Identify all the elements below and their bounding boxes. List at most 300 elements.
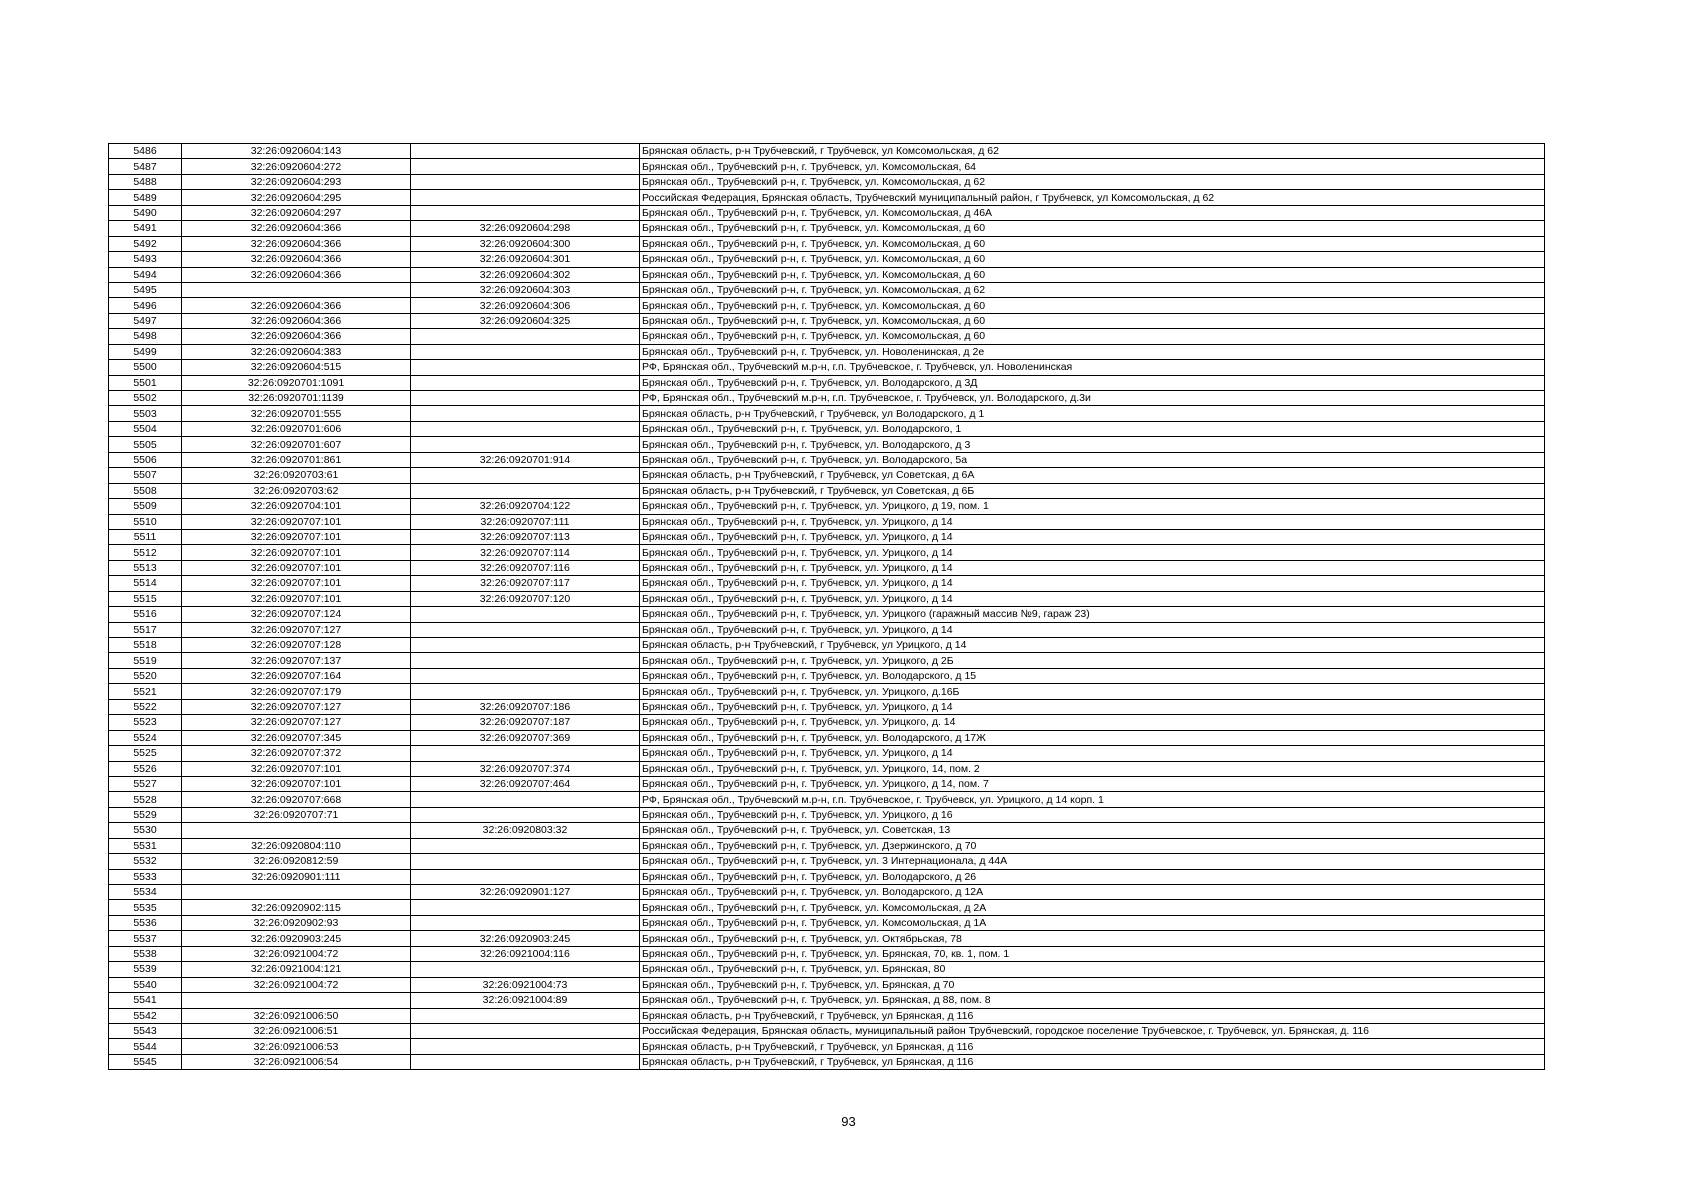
row-number-cell: 5532 [109, 854, 182, 869]
object-number-cell: 32:26:0920704:122 [411, 499, 640, 514]
object-number-cell: 32:26:0920707:111 [411, 514, 640, 529]
row-number-cell: 5525 [109, 746, 182, 761]
object-number-cell [411, 483, 640, 498]
parcel-number-cell: 32:26:0920701:606 [182, 421, 411, 436]
table-row [109, 993, 1545, 1008]
parcel-number-cell [182, 993, 411, 1008]
table-row [109, 437, 1545, 452]
table-row [109, 313, 1545, 328]
row-number-cell: 5545 [109, 1054, 182, 1069]
address-cell: Брянская обл., Трубчевский р-н, г. Трубчевск, ул. Комсомольская, д 60 [640, 313, 1545, 328]
table-row [109, 174, 1545, 189]
object-number-cell: 32:26:0921004:89 [411, 993, 640, 1008]
object-number-cell: 32:26:0920707:186 [411, 699, 640, 714]
address-cell: Брянская обл., Трубчевский р-н, г. Трубчевск, ул. Дзержинского, д 70 [640, 838, 1545, 853]
parcel-number-cell: 32:26:0920707:101 [182, 560, 411, 575]
row-number-cell: 5541 [109, 993, 182, 1008]
address-cell: Брянская обл., Трубчевский р-н, г. Трубчевск, ул. Урицкого, д.16Б [640, 684, 1545, 699]
row-number-cell: 5497 [109, 313, 182, 328]
address-cell: Брянская обл., Трубчевский р-н, г. Трубчевск, ул. Урицкого, д 16 [640, 807, 1545, 822]
parcel-number-cell [182, 885, 411, 900]
address-cell: Брянская обл., Трубчевский р-н, г. Трубчевск, ул. Урицкого, д 14 [640, 591, 1545, 606]
parcel-number-cell: 32:26:0920707:127 [182, 699, 411, 714]
address-cell: Брянская обл., Трубчевский р-н, г. Трубчевск, ул. Володарского, д 17Ж [640, 730, 1545, 745]
parcel-number-cell: 32:26:0920707:101 [182, 776, 411, 791]
object-number-cell [411, 1054, 640, 1069]
address-cell: Российская Федерация, Брянская область, Трубчевский муниципальный район, г Трубчевск, ул Комсомольская, д 62 [640, 190, 1545, 205]
row-number-cell: 5521 [109, 684, 182, 699]
address-cell: Брянская обл., Трубчевский р-н, г. Трубчевск, ул. Комсомольская, д 60 [640, 267, 1545, 282]
address-cell: РФ, Брянская обл., Трубчевский м.р-н, г.п. Трубчевское, г. Трубчевск, ул. Володарского, д.3и [640, 391, 1545, 406]
object-number-cell: 32:26:0920604:302 [411, 267, 640, 282]
parcel-number-cell: 32:26:0920902:115 [182, 900, 411, 915]
address-cell: Брянская обл., Трубчевский р-н, г. Трубчевск, ул. Комсомольская, д 46А [640, 205, 1545, 220]
row-number-cell: 5540 [109, 977, 182, 992]
row-number-cell: 5514 [109, 576, 182, 591]
object-number-cell [411, 746, 640, 761]
address-cell: Брянская обл., Трубчевский р-н, г. Трубчевск, ул. Комсомольская, д 2А [640, 900, 1545, 915]
row-number-cell: 5504 [109, 421, 182, 436]
parcel-number-cell: 32:26:0920604:515 [182, 360, 411, 375]
parcel-number-cell: 32:26:0920903:245 [182, 931, 411, 946]
object-number-cell [411, 807, 640, 822]
row-number-cell: 5539 [109, 962, 182, 977]
row-number-cell: 5498 [109, 329, 182, 344]
address-cell: Брянская область, р-н Трубчевский, г Трубчевск, ул Брянская, д 116 [640, 1054, 1545, 1069]
parcel-number-cell: 32:26:0921006:51 [182, 1023, 411, 1038]
row-number-cell: 5526 [109, 761, 182, 776]
table-row [109, 869, 1545, 884]
row-number-cell: 5544 [109, 1039, 182, 1054]
parcel-number-cell: 32:26:0921004:72 [182, 977, 411, 992]
table-row [109, 1023, 1545, 1038]
table-row [109, 1008, 1545, 1023]
address-cell: Брянская обл., Трубчевский р-н, г. Трубчевск, ул. Урицкого, д 14 [640, 622, 1545, 637]
address-cell: Брянская обл., Трубчевский р-н, г. Трубчевск, ул. Володарского, д 3Д [640, 375, 1545, 390]
row-number-cell: 5494 [109, 267, 182, 282]
object-number-cell: 32:26:0920604:298 [411, 221, 640, 236]
table-row [109, 607, 1545, 622]
row-number-cell: 5523 [109, 715, 182, 730]
parcel-number-cell: 32:26:0920707:137 [182, 653, 411, 668]
parcel-number-cell: 32:26:0920604:297 [182, 205, 411, 220]
table-row [109, 854, 1545, 869]
object-number-cell: 32:26:0921004:116 [411, 946, 640, 961]
parcel-number-cell: 32:26:0920604:366 [182, 267, 411, 282]
address-cell: Брянская обл., Трубчевский р-н, г. Трубчевск, ул. Урицкого, д. 14 [640, 715, 1545, 730]
table-row [109, 144, 1545, 159]
object-number-cell: 32:26:0920604:325 [411, 313, 640, 328]
object-number-cell [411, 360, 640, 375]
row-number-cell: 5503 [109, 406, 182, 421]
parcel-number-cell: 32:26:0920604:383 [182, 344, 411, 359]
table-row [109, 221, 1545, 236]
table-row [109, 838, 1545, 853]
table-row [109, 282, 1545, 297]
page-number: 93 [841, 1114, 856, 1129]
object-number-cell: 32:26:0920707:369 [411, 730, 640, 745]
row-number-cell: 5531 [109, 838, 182, 853]
address-cell: Брянская обл., Трубчевский р-н, г. Трубчевск, ул. Комсомольская, д 60 [640, 221, 1545, 236]
address-cell: Брянская область, р-н Трубчевский, г Трубчевск, ул Советская, д 6Б [640, 483, 1545, 498]
object-number-cell [411, 190, 640, 205]
parcel-number-cell: 32:26:0920604:143 [182, 144, 411, 159]
table-row [109, 915, 1545, 930]
address-cell: Брянская обл., Трубчевский р-н, г. Трубчевск, ул. Комсомольская, д 60 [640, 252, 1545, 267]
address-cell: Брянская обл., Трубчевский р-н, г. Трубчевск, ул. Володарского, 5а [640, 452, 1545, 467]
row-number-cell: 5538 [109, 946, 182, 961]
address-cell: Брянская обл., Трубчевский р-н, г. Трубчевск, ул. Урицкого, д 14 [640, 746, 1545, 761]
table-row [109, 267, 1545, 282]
row-number-cell: 5490 [109, 205, 182, 220]
row-number-cell: 5506 [109, 452, 182, 467]
object-number-cell [411, 1008, 640, 1023]
address-cell: Брянская обл., Трубчевский р-н, г. Трубчевск, ул. Брянская, 80 [640, 962, 1545, 977]
address-cell: Брянская обл., Трубчевский р-н, г. Трубчевск, ул. Новоленинская, д 2е [640, 344, 1545, 359]
address-cell: Брянская обл., Трубчевский р-н, г. Трубчевск, ул. Брянская, д 88, пом. 8 [640, 993, 1545, 1008]
table-row [109, 391, 1545, 406]
row-number-cell: 5510 [109, 514, 182, 529]
parcel-number-cell: 32:26:0920707:345 [182, 730, 411, 745]
parcel-number-cell: 32:26:0920707:101 [182, 545, 411, 560]
row-number-cell: 5536 [109, 915, 182, 930]
table-row [109, 514, 1545, 529]
address-cell: Брянская область, р-н Трубчевский, г Трубчевск, ул Урицкого, д 14 [640, 638, 1545, 653]
address-cell: Брянская обл., Трубчевский р-н, г. Трубчевск, ул. Володарского, 1 [640, 421, 1545, 436]
table-row [109, 159, 1545, 174]
table-row [109, 931, 1545, 946]
object-number-cell [411, 838, 640, 853]
address-cell: Брянская обл., Трубчевский р-н, г. Трубчевск, ул. Урицкого, д 14 [640, 560, 1545, 575]
address-cell: Брянская обл., Трубчевский р-н, г. Трубчевск, ул. Урицкого, 14, пом. 2 [640, 761, 1545, 776]
table-row [109, 329, 1545, 344]
parcel-number-cell: 32:26:0920707:101 [182, 529, 411, 544]
object-number-cell [411, 468, 640, 483]
object-number-cell [411, 962, 640, 977]
parcel-number-cell: 32:26:0920707:124 [182, 607, 411, 622]
parcel-number-cell: 32:26:0921004:72 [182, 946, 411, 961]
table-row [109, 452, 1545, 467]
row-number-cell: 5488 [109, 174, 182, 189]
address-cell: Брянская область, р-н Трубчевский, г Трубчевск, ул Советская, д 6А [640, 468, 1545, 483]
table-row [109, 236, 1545, 251]
table-row [109, 298, 1545, 313]
address-cell: Брянская обл., Трубчевский р-н, г. Трубчевск, ул. Комсомольская, д 60 [640, 298, 1545, 313]
address-cell: Брянская обл., Трубчевский р-н, г. Трубчевск, ул. Урицкого, д 19, пом. 1 [640, 499, 1545, 514]
row-number-cell: 5516 [109, 607, 182, 622]
table-row [109, 499, 1545, 514]
row-number-cell: 5517 [109, 622, 182, 637]
object-number-cell [411, 375, 640, 390]
object-number-cell: 32:26:0920604:301 [411, 252, 640, 267]
table-row [109, 1054, 1545, 1069]
object-number-cell [411, 653, 640, 668]
parcel-number-cell: 32:26:0921006:50 [182, 1008, 411, 1023]
table-row [109, 205, 1545, 220]
table-row [109, 715, 1545, 730]
parcel-number-cell: 32:26:0920704:101 [182, 499, 411, 514]
object-number-cell [411, 406, 640, 421]
object-number-cell: 32:26:0920604:300 [411, 236, 640, 251]
row-number-cell: 5511 [109, 529, 182, 544]
object-number-cell [411, 638, 640, 653]
address-cell: Брянская область, р-н Трубчевский, г Трубчевск, ул Брянская, д 116 [640, 1039, 1545, 1054]
table-row [109, 252, 1545, 267]
object-number-cell [411, 668, 640, 683]
address-cell: Брянская обл., Трубчевский р-н, г. Трубчевск, ул. Урицкого, д 14 [640, 545, 1545, 560]
table-row [109, 653, 1545, 668]
table-row [109, 360, 1545, 375]
object-number-cell: 32:26:0920901:127 [411, 885, 640, 900]
address-cell: Брянская обл., Трубчевский р-н, г. Трубчевск, ул. Володарского, д 15 [640, 668, 1545, 683]
object-number-cell: 32:26:0921004:73 [411, 977, 640, 992]
object-number-cell [411, 421, 640, 436]
table-row [109, 190, 1545, 205]
address-cell: Брянская обл., Трубчевский р-н, г. Трубчевск, ул. Комсомольская, д 62 [640, 282, 1545, 297]
row-number-cell: 5522 [109, 699, 182, 714]
table-row [109, 946, 1545, 961]
row-number-cell: 5530 [109, 823, 182, 838]
object-number-cell [411, 1023, 640, 1038]
table-row [109, 638, 1545, 653]
row-number-cell: 5499 [109, 344, 182, 359]
parcel-number-cell: 32:26:0921006:54 [182, 1054, 411, 1069]
table-row [109, 977, 1545, 992]
row-number-cell: 5509 [109, 499, 182, 514]
object-number-cell [411, 329, 640, 344]
table-row [109, 560, 1545, 575]
address-cell: Брянская обл., Трубчевский р-н, г. Трубчевск, ул. Комсомольская, д 60 [640, 329, 1545, 344]
object-number-cell [411, 854, 640, 869]
row-number-cell: 5496 [109, 298, 182, 313]
object-number-cell [411, 869, 640, 884]
parcel-number-cell: 32:26:0920707:372 [182, 746, 411, 761]
address-cell: Брянская обл., Трубчевский р-н, г. Трубчевск, ул. Володарского, д 3 [640, 437, 1545, 452]
parcel-number-cell: 32:26:0920707:127 [182, 622, 411, 637]
parcel-number-cell: 32:26:0920604:272 [182, 159, 411, 174]
address-cell: РФ, Брянская обл., Трубчевский м.р-н, г.п. Трубчевское, г. Трубчевск, ул. Урицкого, д 14 корп. 1 [640, 792, 1545, 807]
object-number-cell [411, 1039, 640, 1054]
parcel-number-cell: 32:26:0920707:668 [182, 792, 411, 807]
address-cell: Брянская обл., Трубчевский р-н, г. Трубчевск, ул. Урицкого, д 14 [640, 576, 1545, 591]
object-number-cell [411, 792, 640, 807]
table-row [109, 468, 1545, 483]
object-number-cell [411, 205, 640, 220]
table-row [109, 1039, 1545, 1054]
parcel-number-cell: 32:26:0920604:366 [182, 236, 411, 251]
row-number-cell: 5542 [109, 1008, 182, 1023]
address-cell: Брянская область, р-н Трубчевский, г Трубчевск, ул Комсомольская, д 62 [640, 144, 1545, 159]
object-number-cell: 32:26:0920707:120 [411, 591, 640, 606]
row-number-cell: 5489 [109, 190, 182, 205]
parcel-number-cell [182, 823, 411, 838]
address-cell: Брянская обл., Трубчевский р-н, г. Трубчевск, ул. Урицкого, д 14 [640, 514, 1545, 529]
address-cell: Брянская обл., Трубчевский р-н, г. Трубчевск, ул. Урицкого, д 14 [640, 699, 1545, 714]
row-number-cell: 5524 [109, 730, 182, 745]
address-cell: Брянская обл., Трубчевский р-н, г. Трубчевск, ул. Комсомольская, 64 [640, 159, 1545, 174]
table-row [109, 375, 1545, 390]
table-row [109, 684, 1545, 699]
object-number-cell: 32:26:0920903:245 [411, 931, 640, 946]
object-number-cell [411, 344, 640, 359]
table-row [109, 529, 1545, 544]
address-cell: Брянская обл., Трубчевский р-н, г. Трубчевск, ул. Брянская, д 70 [640, 977, 1545, 992]
address-cell: Брянская обл., Трубчевский р-н, г. Трубчевск, ул. Брянская, 70, кв. 1, пом. 1 [640, 946, 1545, 961]
row-number-cell: 5500 [109, 360, 182, 375]
object-number-cell [411, 159, 640, 174]
parcel-number-cell: 32:26:0920707:101 [182, 591, 411, 606]
table-row [109, 545, 1545, 560]
object-number-cell [411, 144, 640, 159]
parcel-number-cell: 32:26:0920604:366 [182, 298, 411, 313]
address-cell: Брянская обл., Трубчевский р-н, г. Трубчевск, ул. Октябрьская, 78 [640, 931, 1545, 946]
address-cell: Брянская обл., Трубчевский р-н, г. Трубчевск, ул. Советская, 13 [640, 823, 1545, 838]
address-cell: Брянская обл., Трубчевский р-н, г. Трубчевск, ул. Урицкого (гаражный массив №9, гараж 23) [640, 607, 1545, 622]
parcel-number-cell: 32:26:0920701:1091 [182, 375, 411, 390]
table-row [109, 668, 1545, 683]
row-number-cell: 5534 [109, 885, 182, 900]
parcel-number-cell: 32:26:0920604:366 [182, 329, 411, 344]
parcel-number-cell: 32:26:0920604:293 [182, 174, 411, 189]
row-number-cell: 5529 [109, 807, 182, 822]
row-number-cell: 5527 [109, 776, 182, 791]
row-number-cell: 5502 [109, 391, 182, 406]
parcel-table [108, 143, 1545, 1070]
table-row [109, 591, 1545, 606]
row-number-cell: 5537 [109, 931, 182, 946]
table-row [109, 730, 1545, 745]
address-cell: Брянская обл., Трубчевский р-н, г. Трубчевск, ул. Урицкого, д 14, пом. 7 [640, 776, 1545, 791]
table-row [109, 792, 1545, 807]
row-number-cell: 5519 [109, 653, 182, 668]
object-number-cell: 32:26:0920604:303 [411, 282, 640, 297]
address-cell: Брянская обл., Трубчевский р-н, г. Трубчевск, ул. Володарского, д 26 [640, 869, 1545, 884]
row-number-cell: 5486 [109, 144, 182, 159]
row-number-cell: 5528 [109, 792, 182, 807]
parcel-number-cell: 32:26:0920604:366 [182, 221, 411, 236]
table-row [109, 483, 1545, 498]
table-row [109, 576, 1545, 591]
object-number-cell [411, 900, 640, 915]
object-number-cell [411, 915, 640, 930]
address-cell: Брянская область, р-н Трубчевский, г Трубчевск, ул Володарского, д 1 [640, 406, 1545, 421]
parcel-number-cell: 32:26:0920701:861 [182, 452, 411, 467]
row-number-cell: 5505 [109, 437, 182, 452]
table-row [109, 823, 1545, 838]
parcel-number-cell [182, 282, 411, 297]
object-number-cell: 32:26:0920701:914 [411, 452, 640, 467]
parcel-number-cell: 32:26:0920701:1139 [182, 391, 411, 406]
parcel-number-cell: 32:26:0920812:59 [182, 854, 411, 869]
parcel-number-cell: 32:26:0920604:366 [182, 313, 411, 328]
parcel-number-cell: 32:26:0920707:179 [182, 684, 411, 699]
object-number-cell [411, 437, 640, 452]
parcel-number-cell: 32:26:0921006:53 [182, 1039, 411, 1054]
address-cell: Брянская обл., Трубчевский р-н, г. Трубчевск, ул. Комсомольская, д 60 [640, 236, 1545, 251]
address-cell: Брянская обл., Трубчевский р-н, г. Трубчевск, ул. Комсомольская, д 62 [640, 174, 1545, 189]
address-cell: Брянская область, р-н Трубчевский, г Трубчевск, ул Брянская, д 116 [640, 1008, 1545, 1023]
parcel-number-cell: 32:26:0920707:71 [182, 807, 411, 822]
address-cell: Брянская обл., Трубчевский р-н, г. Трубчевск, ул. Комсомольская, д 1А [640, 915, 1545, 930]
address-cell: Брянская обл., Трубчевский р-н, г. Трубчевск, ул. Урицкого, д 14 [640, 529, 1545, 544]
parcel-number-cell: 32:26:0920701:607 [182, 437, 411, 452]
address-cell: Российская Федерация, Брянская область, муниципальный район Трубчевский, городское поселение Трубчевское, г. Трубчевск, ул. Брянская, д. 116 [640, 1023, 1545, 1038]
parcel-number-cell: 32:26:0920707:101 [182, 514, 411, 529]
table-row [109, 406, 1545, 421]
table-row [109, 421, 1545, 436]
parcel-number-cell: 32:26:0920707:128 [182, 638, 411, 653]
row-number-cell: 5491 [109, 221, 182, 236]
object-number-cell [411, 174, 640, 189]
parcel-number-cell: 32:26:0920707:101 [182, 761, 411, 776]
object-number-cell [411, 607, 640, 622]
address-cell: РФ, Брянская обл., Трубчевский м.р-н, г.п. Трубчевское, г. Трубчевск, ул. Новоленинская [640, 360, 1545, 375]
table-row [109, 761, 1545, 776]
row-number-cell: 5512 [109, 545, 182, 560]
parcel-number-cell: 32:26:0920902:93 [182, 915, 411, 930]
parcel-number-cell: 32:26:0920703:62 [182, 483, 411, 498]
address-cell: Брянская обл., Трубчевский р-н, г. Трубчевск, ул. Володарского, д 12А [640, 885, 1545, 900]
row-number-cell: 5492 [109, 236, 182, 251]
object-number-cell: 32:26:0920707:374 [411, 761, 640, 776]
object-number-cell: 32:26:0920707:116 [411, 560, 640, 575]
object-number-cell: 32:26:0920604:306 [411, 298, 640, 313]
row-number-cell: 5513 [109, 560, 182, 575]
table-row [109, 344, 1545, 359]
object-number-cell: 32:26:0920707:187 [411, 715, 640, 730]
object-number-cell: 32:26:0920707:114 [411, 545, 640, 560]
object-number-cell [411, 622, 640, 637]
table-row [109, 776, 1545, 791]
parcel-number-cell: 32:26:0920707:101 [182, 576, 411, 591]
row-number-cell: 5495 [109, 282, 182, 297]
table-body [109, 144, 1545, 1070]
table-row [109, 622, 1545, 637]
row-number-cell: 5543 [109, 1023, 182, 1038]
object-number-cell: 32:26:0920707:113 [411, 529, 640, 544]
row-number-cell: 5493 [109, 252, 182, 267]
table-row [109, 900, 1545, 915]
parcel-number-cell: 32:26:0920804:110 [182, 838, 411, 853]
table-row [109, 885, 1545, 900]
row-number-cell: 5520 [109, 668, 182, 683]
row-number-cell: 5535 [109, 900, 182, 915]
row-number-cell: 5508 [109, 483, 182, 498]
row-number-cell: 5515 [109, 591, 182, 606]
parcel-number-cell: 32:26:0921004:121 [182, 962, 411, 977]
object-number-cell: 32:26:0920803:32 [411, 823, 640, 838]
address-cell: Брянская обл., Трубчевский р-н, г. Трубчевск, ул. 3 Интернационала, д 44А [640, 854, 1545, 869]
object-number-cell [411, 684, 640, 699]
row-number-cell: 5501 [109, 375, 182, 390]
parcel-number-cell: 32:26:0920901:111 [182, 869, 411, 884]
parcel-number-cell: 32:26:0920707:127 [182, 715, 411, 730]
object-number-cell: 32:26:0920707:117 [411, 576, 640, 591]
row-number-cell: 5533 [109, 869, 182, 884]
parcel-number-cell: 32:26:0920604:295 [182, 190, 411, 205]
parcel-number-cell: 32:26:0920604:366 [182, 252, 411, 267]
object-number-cell: 32:26:0920707:464 [411, 776, 640, 791]
row-number-cell: 5487 [109, 159, 182, 174]
parcel-number-cell: 32:26:0920701:555 [182, 406, 411, 421]
table-row [109, 746, 1545, 761]
parcel-number-cell: 32:26:0920703:61 [182, 468, 411, 483]
parcel-number-cell: 32:26:0920707:164 [182, 668, 411, 683]
table-row [109, 699, 1545, 714]
table-row [109, 962, 1545, 977]
table-row [109, 807, 1545, 822]
row-number-cell: 5507 [109, 468, 182, 483]
